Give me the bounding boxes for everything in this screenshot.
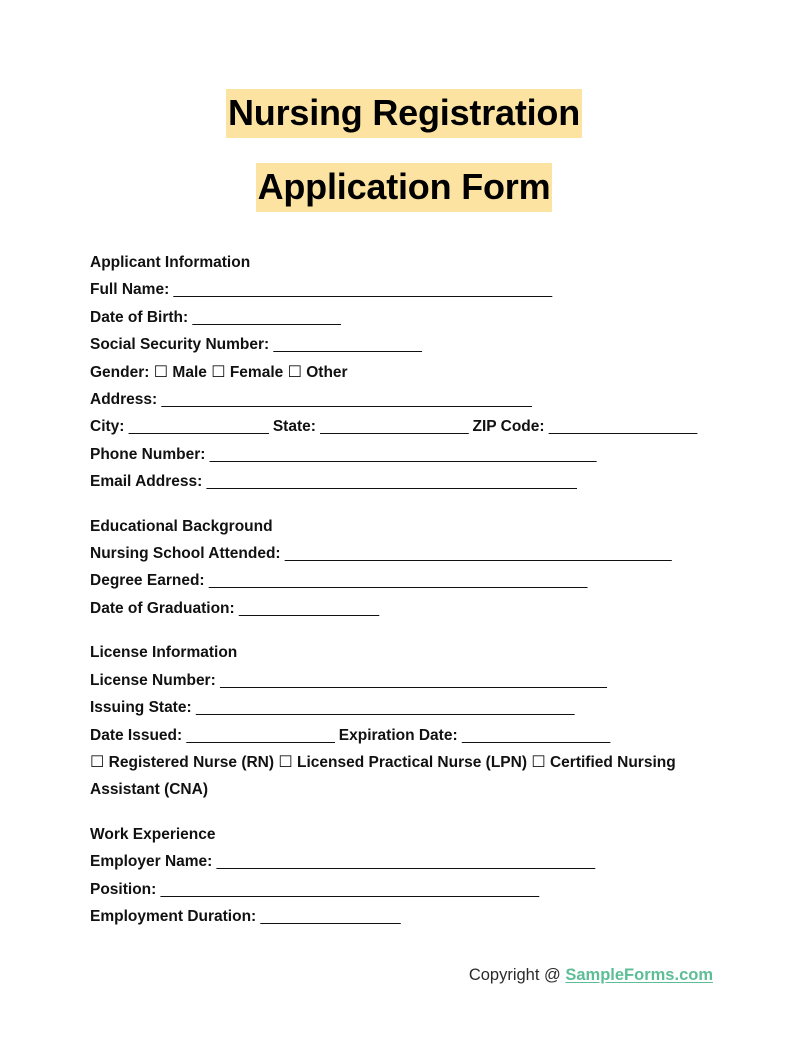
field-blank[interactable]: _________________ bbox=[128, 418, 269, 436]
form-field-row bbox=[90, 876, 715, 903]
field-label: Date of Graduation: bbox=[90, 599, 235, 617]
checkbox-label: Certified Nursing Assistant (CNA) bbox=[90, 753, 676, 799]
title-line-2 bbox=[0, 162, 808, 212]
field-label: Social Security Number: bbox=[90, 336, 270, 354]
field-label: Expiration Date: bbox=[338, 726, 458, 744]
form-field-row bbox=[90, 386, 715, 413]
field-blank[interactable]: __________________ bbox=[461, 726, 610, 744]
copyright-text: Copyright @ bbox=[468, 966, 561, 984]
form-field-row bbox=[90, 848, 715, 875]
form-field-row bbox=[90, 331, 715, 358]
section-gap bbox=[90, 804, 715, 821]
form-field-row bbox=[90, 413, 715, 440]
checkbox-registered-nurse-rn[interactable]: ☐ bbox=[90, 753, 105, 771]
form-field-row bbox=[90, 304, 715, 331]
form-body bbox=[90, 249, 715, 930]
checkbox-label: Licensed Practical Nurse (LPN) bbox=[297, 753, 527, 771]
checkbox-licensed-practical-nurse-lpn[interactable]: ☐ bbox=[278, 753, 293, 771]
field-label: Date Issued: bbox=[90, 726, 183, 744]
checkbox-label: Female bbox=[229, 363, 284, 381]
field-blank[interactable]: _______________________________________________ bbox=[220, 671, 607, 689]
form-field-row bbox=[90, 722, 715, 749]
field-label: Phone Number: bbox=[90, 445, 206, 463]
field-blank[interactable]: _______________________________________________ bbox=[284, 545, 672, 563]
form-field-row bbox=[90, 359, 715, 386]
field-blank[interactable]: __________________ bbox=[273, 336, 422, 354]
field-label: City: bbox=[90, 418, 125, 436]
field-label: ZIP Code: bbox=[472, 418, 545, 436]
field-label: Date of Birth: bbox=[90, 308, 189, 326]
field-label: Full Name: bbox=[90, 281, 170, 299]
checkbox-female[interactable]: ☐ bbox=[211, 363, 226, 381]
field-label: Nursing School Attended: bbox=[90, 545, 281, 563]
form-field-row bbox=[90, 694, 715, 721]
form-field-row bbox=[90, 903, 715, 930]
field-blank[interactable]: ______________________________________________ bbox=[173, 281, 552, 299]
field-blank[interactable]: _____________________________________________ bbox=[206, 473, 577, 491]
section-heading: Educational Background bbox=[90, 517, 273, 535]
section-gap bbox=[90, 496, 715, 513]
field-blank[interactable]: _______________________________________________ bbox=[209, 445, 597, 463]
section-heading: Work Experience bbox=[90, 825, 216, 843]
checkbox-label: Male bbox=[172, 363, 207, 381]
field-label: Position: bbox=[90, 880, 157, 898]
field-label: Email Address: bbox=[90, 473, 203, 491]
field-blank[interactable]: _________________ bbox=[260, 907, 401, 925]
field-label: Gender: bbox=[90, 363, 150, 381]
field-blank[interactable]: __________________ bbox=[548, 418, 697, 436]
field-blank[interactable]: _________________ bbox=[238, 599, 379, 617]
page-title bbox=[0, 88, 808, 212]
checkbox-male[interactable]: ☐ bbox=[153, 363, 169, 381]
section-heading: License Information bbox=[90, 644, 238, 662]
form-field-row bbox=[90, 441, 715, 468]
checkbox-label: Registered Nurse (RN) bbox=[108, 753, 275, 771]
field-blank[interactable]: _____________________________________________ bbox=[161, 391, 532, 409]
field-label: Employment Duration: bbox=[90, 907, 257, 925]
sampleforms-link[interactable]: SampleForms.com bbox=[565, 966, 713, 984]
field-blank[interactable]: ______________________________________________ bbox=[208, 572, 588, 590]
title-line-1 bbox=[0, 88, 808, 138]
checkbox-other[interactable]: ☐ bbox=[287, 363, 302, 381]
checkbox-label: Other bbox=[306, 363, 348, 381]
form-field-row bbox=[90, 749, 715, 804]
form-field-row bbox=[90, 276, 715, 303]
field-blank[interactable]: __________________ bbox=[192, 308, 341, 326]
form-field-row bbox=[90, 595, 715, 622]
field-blank[interactable]: ______________________________________________ bbox=[160, 880, 539, 898]
field-label: Issuing State: bbox=[90, 699, 192, 717]
section-heading: Applicant Information bbox=[90, 254, 251, 271]
form-field-row bbox=[90, 540, 715, 567]
field-label: Employer Name: bbox=[90, 853, 213, 871]
field-blank[interactable]: __________________ bbox=[320, 418, 469, 436]
field-blank[interactable]: __________________ bbox=[186, 726, 335, 744]
form-field-row bbox=[90, 667, 715, 694]
checkbox-certified-nursing-assistant-cna[interactable]: ☐ bbox=[531, 753, 546, 771]
section-gap bbox=[90, 622, 715, 639]
title-line-1-text: Nursing Registration bbox=[226, 89, 582, 138]
field-label: Degree Earned: bbox=[90, 572, 205, 590]
field-blank[interactable]: ______________________________________________ bbox=[216, 853, 595, 871]
field-label: Address: bbox=[90, 391, 158, 409]
title-line-2-text: Application Form bbox=[256, 163, 553, 212]
field-blank[interactable]: ______________________________________________ bbox=[195, 699, 575, 717]
footer bbox=[0, 966, 808, 985]
field-label: State: bbox=[272, 418, 316, 436]
form-field-row bbox=[90, 468, 715, 495]
form-field-row bbox=[90, 567, 715, 594]
field-label: License Number: bbox=[90, 671, 216, 689]
